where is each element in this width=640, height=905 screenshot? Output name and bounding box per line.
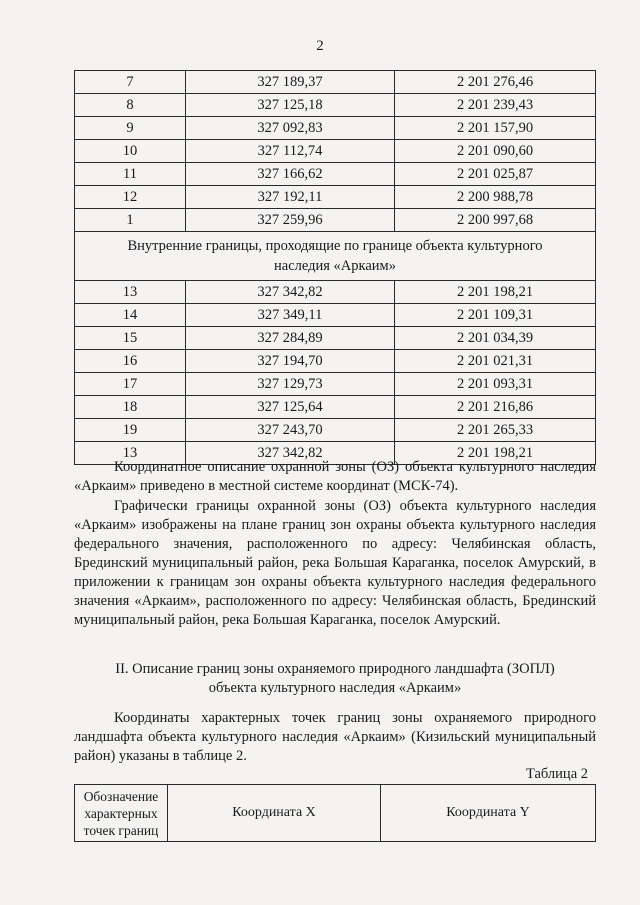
- table-2-header-y: Координата Y: [381, 785, 596, 842]
- section-title-line-1: II. Описание границ зоны охраняемого природного ландшафта (ЗОПЛ): [115, 661, 555, 677]
- coordinate-y-cell: 2 201 090,60: [395, 140, 596, 163]
- coordinate-x-cell: 327 112,74: [186, 140, 395, 163]
- paragraph-graphic-boundaries: Графически границы охранной зоны (ОЗ) объекта культурного наследия «Аркаим» изображены на плане границ зон охраны объекта культурного наследия федерального значения, расположенного по адресу: Челябинская область, Брединский муниципальный район, река Большая Караганка, поселок Амурский, в приложении к границам зон охраны объекта культурного наследия федерального значения «Аркаим», расположенного по адресу: Челябинская область, Брединский муниципальный район, река Большая Караганка, поселок Амурский.: [74, 498, 596, 628]
- table-row: [75, 350, 596, 373]
- coordinate-y-cell: 2 201 034,39: [395, 327, 596, 350]
- point-number-cell: 12: [75, 186, 186, 209]
- coordinate-x-cell: 327 349,11: [186, 304, 395, 327]
- coordinate-y-cell: 2 201 276,46: [395, 71, 596, 94]
- coordinate-x-cell: 327 092,83: [186, 117, 395, 140]
- coordinate-y-cell: 2 201 216,86: [395, 396, 596, 419]
- point-number-cell: 1: [75, 209, 186, 232]
- point-number-cell: 8: [75, 94, 186, 117]
- table-2-header-row: [75, 785, 596, 842]
- section-title: [74, 660, 596, 698]
- coordinate-x-cell: 327 243,70: [186, 419, 395, 442]
- coordinate-x-cell: 327 192,11: [186, 186, 395, 209]
- point-number-cell: 15: [75, 327, 186, 350]
- coordinate-y-cell: 2 201 265,33: [395, 419, 596, 442]
- coordinate-y-cell: 2 201 157,90: [395, 117, 596, 140]
- paragraph-table2-intro: Координаты характерных точек границ зоны охраняемого природного ландшафта объекта культурного наследия «Аркаим» (Кизильский муниципальный район) указаны в таблице 2.: [74, 710, 596, 764]
- paragraph-coordinate-system: Координатное описание охранной зоны (ОЗ) объекта культурного наследия «Аркаим» приведено в местной системе координат (МСК-74).: [74, 459, 596, 494]
- table-row: [75, 396, 596, 419]
- coordinate-y-cell: 2 201 021,31: [395, 350, 596, 373]
- page-number: 2: [316, 38, 324, 54]
- table-row: [75, 209, 596, 232]
- coordinate-x-cell: 327 194,70: [186, 350, 395, 373]
- coordinate-y-cell: 2 200 997,68: [395, 209, 596, 232]
- table-row: [75, 163, 596, 186]
- coordinate-y-cell: 2 201 093,31: [395, 373, 596, 396]
- point-number-cell: 7: [75, 71, 186, 94]
- table-2-header-point: Обозначение характерных точек границ: [75, 785, 168, 842]
- table-row: [75, 281, 596, 304]
- coordinate-x-cell: 327 284,89: [186, 327, 395, 350]
- coordinate-x-cell: 327 259,96: [186, 209, 395, 232]
- table-row: [75, 117, 596, 140]
- point-number-cell: 11: [75, 163, 186, 186]
- table-row: [75, 327, 596, 350]
- section-title-line-2: объекта культурного наследия «Аркаим»: [208, 680, 462, 696]
- point-number-cell: 14: [75, 304, 186, 327]
- coordinate-x-cell: 327 166,62: [186, 163, 395, 186]
- point-number-cell: 13: [75, 281, 186, 304]
- table-2: [74, 784, 596, 842]
- inner-boundary-label: Внутренние границы, проходящие по границе объекта культурного наследия «Аркаим»: [75, 232, 596, 281]
- coordinate-y-cell: 2 200 988,78: [395, 186, 596, 209]
- table-row: [75, 140, 596, 163]
- table-row: [75, 71, 596, 94]
- coordinate-y-cell: 2 201 239,43: [395, 94, 596, 117]
- table-row: [75, 373, 596, 396]
- coordinate-y-cell: 2 201 198,21: [395, 281, 596, 304]
- point-number-cell: 16: [75, 350, 186, 373]
- coordinate-x-cell: 327 189,37: [186, 71, 395, 94]
- point-number-cell: 13: [75, 442, 186, 465]
- coordinate-y-cell: 2 201 198,21: [395, 442, 596, 465]
- point-number-cell: 10: [75, 140, 186, 163]
- point-number-cell: 17: [75, 373, 186, 396]
- coordinate-x-cell: 327 342,82: [186, 281, 395, 304]
- point-number-cell: 18: [75, 396, 186, 419]
- inner-boundary-row: [75, 232, 596, 281]
- point-number-cell: 19: [75, 419, 186, 442]
- coordinate-x-cell: 327 129,73: [186, 373, 395, 396]
- table-caption: Таблица 2: [525, 766, 588, 782]
- point-number-cell: 9: [75, 117, 186, 140]
- coordinate-x-cell: 327 125,64: [186, 396, 395, 419]
- table-row: [75, 186, 596, 209]
- table-2-header-x: Координата X: [168, 785, 381, 842]
- table-row: [75, 304, 596, 327]
- coordinate-y-cell: 2 201 109,31: [395, 304, 596, 327]
- coordinates-table: [74, 70, 596, 465]
- coordinate-y-cell: 2 201 025,87: [395, 163, 596, 186]
- table-row: [75, 419, 596, 442]
- table-row: [75, 94, 596, 117]
- coordinate-x-cell: 327 342,82: [186, 442, 395, 465]
- coordinates-table-body: [75, 71, 596, 465]
- coordinate-x-cell: 327 125,18: [186, 94, 395, 117]
